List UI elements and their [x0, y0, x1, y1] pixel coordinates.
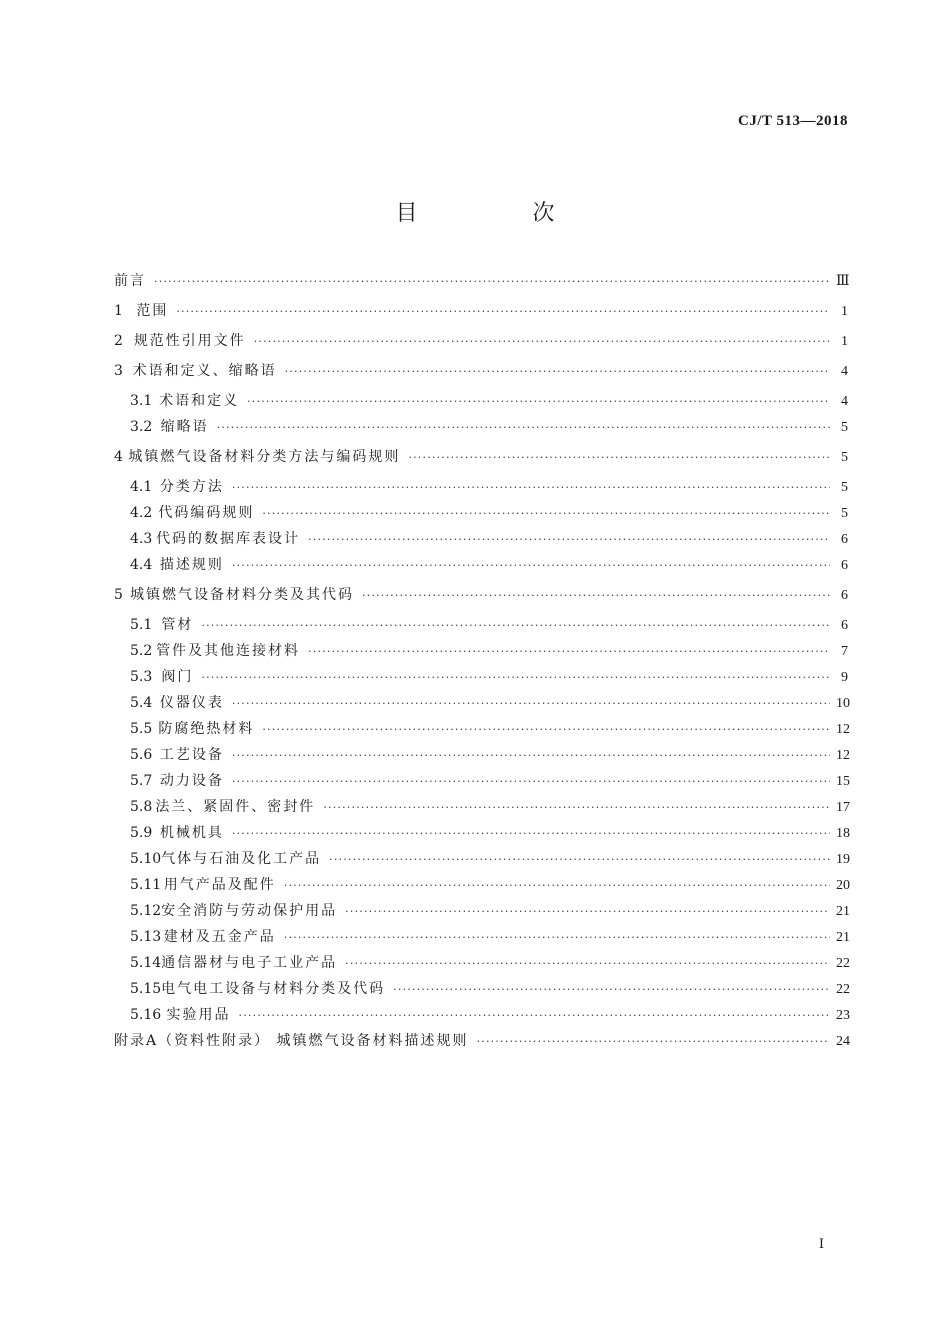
- toc-entry-page: 21: [836, 930, 850, 945]
- toc-entry[interactable]: [114, 301, 848, 322]
- toc-entry-number: 5.9: [130, 825, 153, 841]
- dot-leader: [477, 1032, 830, 1052]
- toc-entry-number: 4.2: [130, 505, 153, 521]
- toc-entry[interactable]: [114, 503, 848, 524]
- toc-entry-number: 5: [114, 587, 123, 603]
- toc-entry[interactable]: [114, 979, 848, 1000]
- dot-leader: [232, 694, 830, 714]
- toc-entry-number: 5.4: [130, 695, 153, 711]
- toc-entry[interactable]: [114, 391, 848, 412]
- dot-leader: [408, 448, 830, 468]
- toc-entry-number: 5.13: [130, 929, 162, 945]
- dot-leader: [176, 302, 830, 322]
- toc-entry-page: 1: [841, 334, 848, 349]
- toc-entry-page: 5: [841, 480, 848, 495]
- toc-entry-label: 描述规则: [159, 557, 224, 573]
- toc-entry-page: 19: [836, 852, 850, 867]
- toc-entry-page: 22: [836, 956, 850, 971]
- toc-entry[interactable]: [114, 271, 848, 292]
- toc-entry[interactable]: [114, 719, 848, 740]
- toc-entry[interactable]: [114, 331, 848, 352]
- toc-entry-number: 1: [114, 303, 123, 319]
- dot-leader: [232, 824, 830, 844]
- toc-entry-label: 仪器仪表: [159, 695, 224, 711]
- toc-entry-page: 4: [841, 394, 848, 409]
- toc-entry-number: 5.3: [130, 669, 153, 685]
- dot-leader: [308, 642, 830, 662]
- dot-leader: [232, 746, 830, 766]
- toc-entry-number: 5.7: [130, 773, 153, 789]
- toc-entry-page: 17: [836, 800, 850, 815]
- toc-entry-label: 术语和定义、缩略语: [132, 363, 277, 379]
- toc-entry-page: 5: [841, 506, 848, 521]
- toc-entry-number: 5.5: [130, 721, 153, 737]
- toc-entry-label: 工艺设备: [159, 747, 224, 763]
- toc-entry-page: 24: [836, 1034, 850, 1049]
- toc-entry[interactable]: [114, 529, 848, 550]
- dot-leader: [262, 504, 830, 524]
- toc-entry-label: 通信器材与电子工业产品: [161, 955, 338, 971]
- toc-entry-number: 3.1: [130, 393, 153, 409]
- toc-entry-page: 6: [841, 558, 848, 573]
- toc-entry[interactable]: [114, 953, 848, 974]
- toc-entry-label: 范围: [136, 303, 169, 319]
- toc-entry[interactable]: [114, 641, 848, 662]
- toc-entry-number: 5.8: [130, 799, 153, 815]
- dot-leader: [232, 478, 830, 498]
- toc-entry-page: 18: [836, 826, 850, 841]
- dot-leader: [329, 850, 830, 870]
- dot-leader: [254, 332, 830, 352]
- toc-entry-label: 机械机具: [159, 825, 224, 841]
- toc-entry-page: 5: [841, 420, 848, 435]
- toc-entry-number: 4: [114, 449, 123, 465]
- toc-entry[interactable]: [114, 745, 848, 766]
- dot-leader: [232, 556, 830, 576]
- dot-leader: [284, 876, 830, 896]
- toc-entry[interactable]: [114, 667, 848, 688]
- dot-leader: [345, 902, 830, 922]
- dot-leader: [262, 720, 830, 740]
- toc-entry-label: 城镇燃气设备材料分类方法与编码规则: [128, 449, 401, 465]
- dot-leader: [154, 272, 830, 292]
- toc-entry-number: 3: [114, 363, 123, 379]
- toc-entry-page: 12: [836, 748, 850, 763]
- toc-entry-label: 建材及五金产品: [163, 929, 276, 945]
- toc-entry-label: 动力设备: [159, 773, 224, 789]
- dot-leader: [201, 668, 830, 688]
- dot-leader: [247, 392, 830, 412]
- toc-entry[interactable]: [114, 849, 848, 870]
- toc-entry-page: 22: [836, 982, 850, 997]
- toc-entry-label: 阀门: [161, 669, 194, 685]
- toc-entry-page: 6: [841, 588, 848, 603]
- toc-entry-label: 缩略语: [160, 419, 209, 435]
- toc-entry-label: 城镇燃气设备材料分类及其代码: [130, 587, 354, 603]
- toc-entry[interactable]: [114, 693, 848, 714]
- dot-leader: [362, 586, 830, 606]
- toc-entry-label: 管件及其他连接材料: [156, 643, 301, 659]
- toc-entry[interactable]: [114, 901, 848, 922]
- toc-entry-page: 20: [836, 878, 850, 893]
- toc-entry-label: 电气电工设备与材料分类及代码: [161, 981, 386, 997]
- standard-code: CJ/T 513—2018: [738, 113, 848, 129]
- toc-entry-page: 5: [841, 450, 848, 465]
- toc-entry[interactable]: [114, 1031, 848, 1052]
- dot-leader: [345, 954, 830, 974]
- toc-entry-label: 防腐绝热材料: [158, 721, 255, 737]
- toc-entry-page: 1: [841, 304, 848, 319]
- toc-entry-label: 分类方法: [159, 479, 224, 495]
- dot-leader: [201, 616, 830, 636]
- toc-entry-page: 4: [841, 364, 848, 379]
- dot-leader: [217, 418, 830, 438]
- toc-entry[interactable]: [114, 417, 848, 438]
- toc-entry-number: 4.3: [130, 531, 153, 547]
- toc-entry-page: 10: [836, 696, 850, 711]
- toc-entry[interactable]: [114, 555, 848, 576]
- dot-leader: [239, 1006, 830, 1026]
- toc-entry[interactable]: [114, 771, 848, 792]
- toc-entry-page: 9: [841, 670, 848, 685]
- dot-leader: [284, 928, 830, 948]
- toc-entry-page: 6: [841, 618, 848, 633]
- toc-entry-number: 5.11: [130, 877, 162, 893]
- toc-entry-number: 4.4: [130, 557, 153, 573]
- toc-entry-page: 7: [841, 644, 848, 659]
- toc-entry-number: 3.2: [130, 419, 153, 435]
- dot-leader: [308, 530, 830, 550]
- toc-entry[interactable]: [114, 447, 848, 468]
- toc-entry[interactable]: [114, 1005, 848, 1026]
- toc-entry-number: 5.14: [130, 955, 162, 971]
- toc-entry[interactable]: [114, 797, 848, 818]
- toc-entry-label: 代码的数据库表设计: [156, 531, 301, 547]
- toc-entry-number: 5.12: [130, 903, 162, 919]
- toc-entry-label: 管材: [161, 617, 194, 633]
- toc-entry[interactable]: [114, 875, 848, 896]
- toc-entry-number: 5.10: [130, 851, 162, 867]
- toc-entry-number: 5.1: [130, 617, 153, 633]
- page-number: Ⅰ: [818, 1236, 824, 1251]
- dot-leader: [393, 980, 830, 1000]
- toc-entry-label: 代码编码规则: [158, 505, 255, 521]
- toc-entry-label: 用气产品及配件: [163, 877, 276, 893]
- toc-entry-label: 实验用品: [166, 1007, 231, 1023]
- toc-entry-page: 6: [841, 532, 848, 547]
- toc-entry-number: 4.1: [130, 479, 153, 495]
- toc-entry-label: 规范性引用文件: [133, 333, 246, 349]
- toc-entry[interactable]: [114, 823, 848, 844]
- toc-entry-label: 安全消防与劳动保护用品: [161, 903, 338, 919]
- toc-entry-page: 21: [836, 904, 850, 919]
- toc-entry[interactable]: [114, 361, 848, 382]
- dot-leader: [285, 362, 830, 382]
- toc-entry-number: 2: [114, 333, 123, 349]
- toc-entry-number: 5.16: [130, 1007, 162, 1023]
- toc-entry-label: 气体与石油及化工产品: [161, 851, 322, 867]
- toc-entry[interactable]: [114, 477, 848, 498]
- toc-entry-page: 12: [836, 722, 850, 737]
- toc-entry-page: Ⅲ: [835, 274, 850, 289]
- toc-entry-number: 5.6: [130, 747, 153, 763]
- toc-entry-label: 附录A（资料性附录） 城镇燃气设备材料描述规则: [114, 1033, 469, 1049]
- toc-entry[interactable]: [114, 615, 848, 636]
- toc-entry-label: 术语和定义: [159, 393, 240, 409]
- table-of-contents: [114, 271, 848, 1052]
- toc-entry[interactable]: [114, 927, 848, 948]
- dot-leader: [232, 772, 830, 792]
- toc-entry-label: 前言: [114, 273, 146, 289]
- toc-entry-label: 法兰、紧固件、密封件: [155, 799, 316, 815]
- toc-entry-page: 15: [836, 774, 850, 789]
- dot-leader: [323, 798, 830, 818]
- toc-entry[interactable]: [114, 585, 848, 606]
- toc-entry-number: 5.2: [130, 643, 153, 659]
- page-title: 目 次: [395, 201, 609, 226]
- toc-entry-page: 23: [836, 1008, 850, 1023]
- toc-entry-number: 5.15: [130, 981, 162, 997]
